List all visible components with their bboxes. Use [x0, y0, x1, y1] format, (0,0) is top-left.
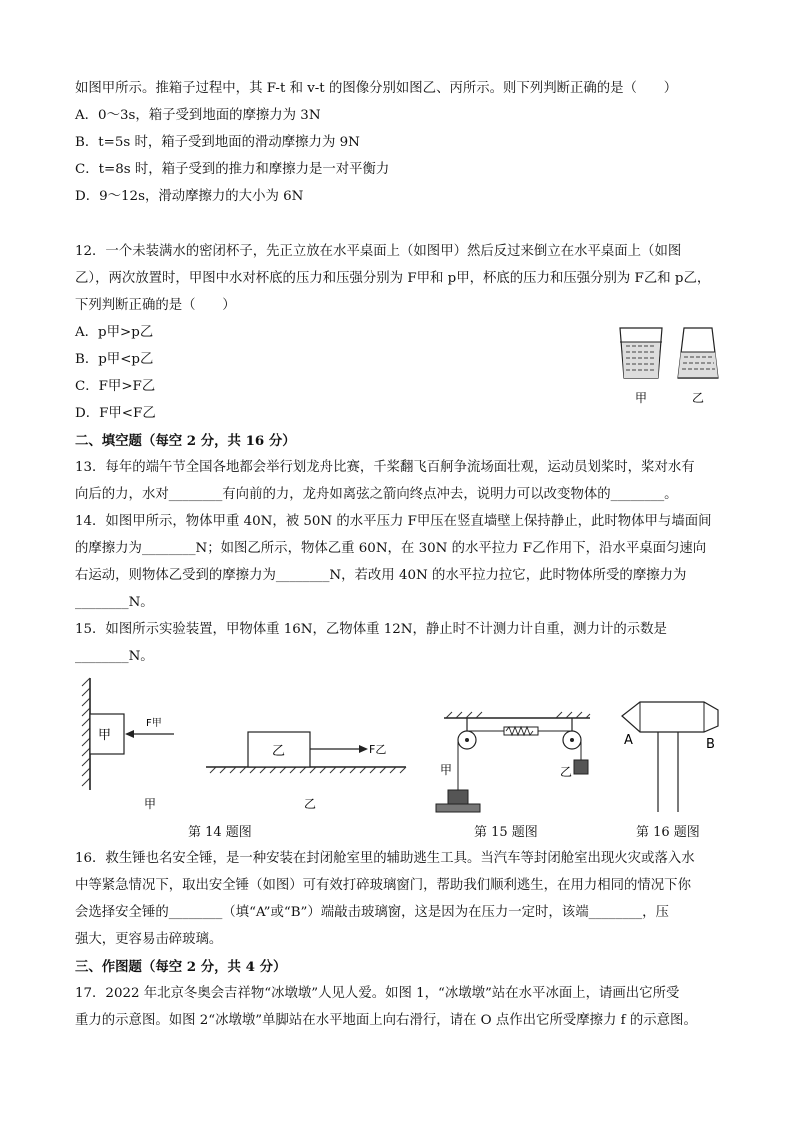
cup-label-jia: 甲 — [635, 391, 648, 405]
weight-yi-label: 乙 — [560, 765, 573, 779]
weight-jia-label: 甲 — [440, 763, 453, 777]
q12-option-d: D．F甲<F乙 — [75, 406, 156, 421]
q17-line-2: 重力的示意图。如图 2“冰墩墩”单脚站在水平地面上向右滑行，请在 O 点作出它所受摩擦力 f 的示意图。 — [75, 1013, 697, 1028]
q13-line-1: 13．每年的端午节全国各地都会举行划龙舟比赛，千桨翻飞百舸争流场面壮观，运动员划桨时，桨对水有 — [75, 460, 695, 475]
q16-hammer-figure — [618, 696, 728, 816]
q14-line-4: ________N。 — [75, 595, 154, 610]
q15-line-2: ________N。 — [75, 649, 154, 664]
section-2-heading: 二、填空题（每空 2 分，共 16 分） — [75, 433, 296, 449]
ceiling — [444, 712, 590, 718]
q12-option-b: B．p甲<p乙 — [75, 352, 154, 367]
hammer-end-b-label: B — [706, 737, 715, 752]
force-yi-label: F乙 — [369, 743, 387, 756]
q11-stem: 如图甲所示。推箱子过程中，其 F-t 和 v-t 的图像分别如图乙、丙所示。则下列判断正确的是（ ） — [75, 81, 678, 96]
q16-line-2: 中等紧急情况下，取出安全锤（如图）可有效打碎玻璃窗门，帮助我们顺利逃生，在用力相同的情况下你 — [75, 878, 691, 893]
q11-option-c: C．t=8s 时，箱子受到的推力和摩擦力是一对平衡力 — [75, 162, 390, 177]
q17-line-1: 17．2022 年北京冬奥会吉祥物“冰墩墩”人见人爱。如图 1，“冰墩墩”站在水平冰面上，请画出它所受 — [75, 986, 680, 1001]
fig14-caption: 第 14 题图 — [188, 825, 252, 840]
spring-scale — [504, 727, 538, 735]
block-yi-label: 乙 — [272, 744, 286, 759]
cup-upright — [620, 328, 662, 378]
q16-line-1: 16．救生锤也名安全锤，是一种安装在封闭舱室里的辅助逃生工具。当汽车等封闭舱室出现火灾或落入水 — [75, 851, 695, 866]
q12-line-3: 下列判断正确的是（ ） — [75, 298, 236, 313]
q12-line-2: 乙），两次放置时，甲图中水对杯底的压力和压强分别为 F甲和 p甲，杯底的压力和压强分别为 F乙和 p乙， — [75, 271, 711, 286]
cup-inverted — [678, 328, 718, 378]
ground — [206, 767, 406, 773]
force-jia-arrow — [125, 730, 174, 738]
q12-cups-figure — [612, 322, 732, 408]
weight-jia-base — [436, 804, 480, 812]
hammer-handle — [658, 732, 678, 812]
hammer-head — [622, 702, 718, 732]
hammer-end-a-label: A — [624, 733, 633, 748]
q14-line-3: 右运动，则物体乙受到的摩擦力为________N，若改用 40N 的水平拉力拉它，此时物体所受的摩擦力为 — [75, 568, 687, 583]
q13-line-2: 向后的力，水对________有向前的力，龙舟如离弦之箭向终点冲去，说明力可以改变物体的________。 — [75, 487, 678, 502]
force-jia-label: F甲 — [146, 718, 162, 729]
right-pulley — [563, 718, 581, 749]
weight-yi — [574, 760, 588, 774]
q16-line-3: 会选择安全锤的________（填“A”或“B”）端敲击玻璃窗，这是因为在压力一定时，该端________，压 — [75, 905, 669, 920]
q11-option-b: B．t=5s 时，箱子受到地面的滑动摩擦力为 9N — [75, 135, 360, 150]
fig16-caption: 第 16 题图 — [636, 825, 700, 840]
wall — [82, 678, 90, 790]
q12-option-c: C．F甲>F乙 — [75, 379, 156, 394]
q14-figure — [78, 672, 418, 822]
fig14-sub-jia: 甲 — [144, 797, 157, 811]
q14-line-2: 的摩擦力为________N；如图乙所示，物体乙重 60N，在 30N 的水平拉力 F乙作用下，沿水平桌面匀速向 — [75, 541, 707, 556]
q15-figure — [434, 710, 594, 816]
weight-jia — [448, 790, 468, 804]
force-yi-arrow — [310, 745, 368, 753]
cup-label-yi: 乙 — [692, 391, 705, 405]
fig14-sub-yi: 乙 — [304, 797, 317, 811]
q11-option-a: A．0～3s，箱子受到地面的摩擦力为 3N — [75, 108, 321, 123]
block-jia-label: 甲 — [98, 728, 112, 743]
q12-line-1: 12．一个未装满水的密闭杯子，先正立放在水平桌面上（如图甲）然后反过来倒立在水平桌面上（如图 — [75, 244, 682, 259]
left-pulley — [458, 718, 476, 749]
q12-option-a: A．p甲>p乙 — [75, 325, 154, 340]
fig15-caption: 第 15 题图 — [474, 825, 538, 840]
q15-line-1: 15．如图所示实验装置，甲物体重 16N，乙物体重 12N，静止时不计测力计自重，测力计的示数是 — [75, 622, 667, 637]
q14-line-1: 14．如图甲所示，物体甲重 40N，被 50N 的水平压力 F甲压在竖直墙壁上保持静止，此时物体甲与墙面间 — [75, 514, 712, 529]
q11-option-d: D．9～12s，滑动摩擦力的大小为 6N — [75, 189, 304, 204]
q16-line-4: 强大，更容易击碎玻璃。 — [75, 932, 223, 947]
section-3-heading: 三、作图题（每空 2 分，共 4 分） — [75, 959, 287, 975]
